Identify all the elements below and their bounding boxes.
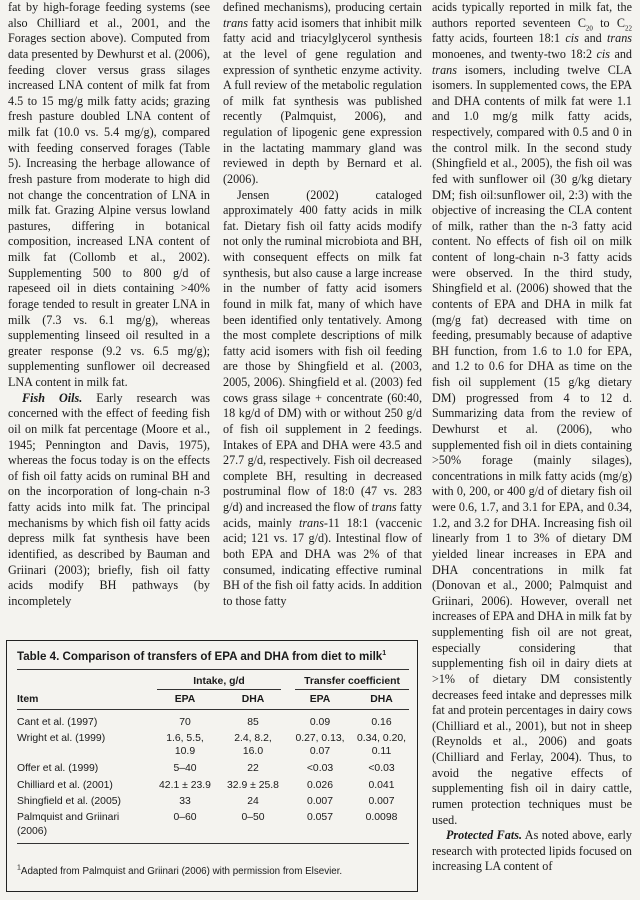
table-cell: 24	[247, 796, 259, 807]
table-cell: 32.9 ± 25.8	[227, 780, 279, 791]
table-cell: 0.057	[306, 812, 333, 823]
italic-term: trans	[371, 500, 397, 514]
table-bottom-rule	[17, 843, 409, 844]
paragraph	[432, 828, 632, 875]
paragraph-text: As noted above, early research with protected lipids focused on increasing LA content of	[432, 828, 632, 874]
table-cell: <0.03	[368, 763, 395, 774]
footnote-marker: 1	[17, 864, 21, 872]
section-run-in-heading: Protected Fats.	[446, 828, 522, 843]
text-column-right	[432, 0, 632, 875]
text-column-middle	[223, 0, 422, 609]
table-cell: (2006)	[17, 826, 48, 837]
table-4	[6, 640, 418, 892]
text-run: to C	[592, 15, 625, 30]
text-run: fatty acid isomers that inhibit milk fatty acid and triacylglycerol synthesis at the level of gene regulation and expression of synthetic enzyme activity. A full review of the metabolic regulation of milk fat synthesis was published recently (Palmquist, 2006), and regulation of lipogenic gene expression in the lactating mammary gland was reviewed in depth by Bernard et al. (2006).	[223, 15, 422, 186]
paragraph	[8, 391, 210, 610]
table-cell: 0.026	[306, 780, 333, 791]
text-run: acids typically reported in milk fat, the authors reported seventeen C	[432, 0, 632, 30]
table-cell: 22	[247, 763, 259, 774]
table-cell: 0.007	[306, 796, 333, 807]
group-header-intake: Intake, g/d	[193, 676, 245, 687]
table-cell: 0.09	[309, 717, 331, 728]
italic-term: trans	[298, 515, 324, 530]
column-header: EPA	[309, 694, 331, 705]
italic-term: trans	[432, 62, 457, 77]
section-run-in-heading: Fish Oils.	[22, 390, 83, 405]
table-cell: 0.16	[371, 717, 392, 728]
paragraph	[223, 0, 422, 188]
text-run: fatty acids, fourteen 18:1	[432, 31, 566, 46]
table-cell: <0.03	[306, 763, 334, 774]
table-cell: 0.007	[368, 796, 395, 807]
column-header: DHA	[241, 694, 265, 705]
table-cell: 0–60	[173, 812, 197, 823]
table-cell: 70	[179, 717, 191, 728]
table-cell: Wright et al. (1999)	[17, 733, 106, 744]
italic-term: trans	[607, 31, 632, 46]
table-cell: 0–50	[241, 812, 265, 823]
table-cell: 10.9	[174, 746, 196, 757]
table-cell: 0.27, 0.13,	[295, 733, 345, 744]
table-cell: 0.041	[368, 780, 395, 791]
table-cell: 5–40	[173, 763, 197, 774]
text-run: Jensen (2002) cataloged approximately 400 fatty acids in milk fat. Dietary fish oil fatty acids modify not only the ruminal microbiota and BH, with consequent effects on milk fat synthesis, but also cause a large increase in the number of fatty acid isomers found in milk fat, many of which have been identified only tentatively. Among the most complete descriptions of milk fatty acid isomers with fish oil feeding are those by Shingfield et al. (2003, 2005, 2006). Shingfield et al. (2003) fed cows grass silage + concentrate (60:40, 18 kg/d of DM) with or without 250 g/d of fish oil supplement in 2 feedings. Intakes of EPA and DHA were 43.5 and 27.7 g/d, respectively. Fish oil decreased complete BH, resulting in decreased postruminal flow of 18:0 (47 vs. 283 g/d) and increased the flow of	[223, 187, 422, 514]
text-run: fatty acids, mainly	[223, 500, 422, 530]
table-cell: 0.07	[309, 746, 331, 757]
group-rule-intake	[157, 689, 281, 690]
table-cell: 33	[179, 796, 191, 807]
column-header: DHA	[370, 694, 393, 705]
table-cell: 85	[247, 717, 259, 728]
text-run: defined mechanisms), producing certain	[223, 0, 422, 14]
table-cell: Offer et al. (1999)	[17, 763, 99, 774]
footnote-marker: 1	[382, 650, 387, 658]
text-run: monoenes, and twenty-two 18:2	[432, 46, 597, 61]
subscript: 22	[624, 24, 632, 33]
italic-term: cis	[565, 31, 579, 46]
italic-term: cis	[596, 46, 610, 61]
footnote-text: Adapted from Palmquist and Griinari (2006) with permission from Elsevier.	[20, 866, 343, 877]
text-run: and	[578, 31, 608, 46]
text-run: -11 18:1 (vaccenic acid; 121 vs. 17 g/d). Intestinal flow of both EPA and DHA was 2% of that consumed, indicating effective ruminal BH of the fish oil fatty acids. In addition to those fatty	[223, 515, 422, 608]
table-cell: Chilliard et al. (2001)	[17, 780, 113, 791]
table-title-text: Table 4. Comparison of transfers of EPA and DHA from diet to milk	[17, 650, 383, 663]
paragraph	[223, 188, 422, 610]
table-top-rule	[17, 669, 409, 670]
table-cell: 42.1 ± 23.9	[159, 780, 211, 791]
table-cell: 16.0	[242, 746, 264, 757]
text-run: and	[610, 46, 632, 61]
column-header: EPA	[174, 694, 196, 705]
table-cell: 0.34, 0.20,	[356, 733, 407, 744]
table-cell: Palmquist and Griinari	[17, 812, 120, 823]
table-cell: Cant et al. (1997)	[17, 717, 98, 728]
column-header: Item	[17, 694, 39, 705]
text-run: isomers, including twelve CLA isomers. In supplemented cows, the EPA and DHA contents of milk fat were 1.1 and 1.0 mg/g milk fatty acids, respectively, compared with 0.5 and 0 in the control milk. In the second study (Shingfield et al., 2005), the fish oil was fed with sunflower oil (30 g/kg dietary DM; fish oil:sunflower oil, 2:3) with the objective of increasing the CLA content of milk, rather than the n-3 fatty acid content. No effects of fish oil on milk content of long-chain n-3 fatty acids were observed. In the third study, Shingfield et al. (2006) showed that the contents of EPA and DHA in milk fat (mg/g fat) decreased with time on feeding, presumably because of adaptive BH function, from 1.6 to 1.0 for EPA, and 1.2 to 0.6 for DHA as time on the fish oil supplement (15 g/kg dietary DM) progressed from 4 to 12 d. Summarizing data from the review of Dewhurst et al. (2006), who supplemented fish oil in diets containing >50% forage (mainly silages), concentrations in milk fatty acids (mg/g) with 0, 200, or 400 g/d of dietary fish oil were 0.6, 1.7, and 3.1 for EPA, and 0.34, 1.2, and 3.2 for DHA. Increasing fish oil linearly from 1 to 3% of dietary DM yielded linear increases in EPA and DHA concentrations in milk fat (Donovan et al., 2000; Palmquist and Griinari, 2006). However, overall net increases of EPA and DHA in milk fat by supplementing fish oil are not great, especially considering that supplementing fish oil in dairy diets at >1% of dietary DM consistently decreases feed intake and depresses milk fat and protein percentages in dairy cows (Chilliard et al., 2001), but not in sheep (Reynolds et al., 2006) and goats (Chilliard and Ferlay, 2004). Thus, to avoid the negative effects of supplementing fish oil in dairy cattle, rumen protection techniques must be used.	[432, 62, 632, 827]
table-cell: 0.11	[371, 746, 392, 757]
subscript: 20	[585, 24, 593, 33]
paragraph	[432, 0, 632, 828]
group-rule-transfer	[295, 689, 409, 690]
table-cell: 1.6, 5.5,	[166, 733, 204, 744]
table-footnote	[17, 865, 409, 878]
paragraph: fat by high-forage feeding systems (see also Chilliard et al., 2001, and the Forages section above). Computed from data presented by Dewhurst et al. (2006), feeding clover versus grass silages increased LNA content of milk fat from 4.5 to 15 mg/g milk fatty acids; grazing fresh pasture doubled LNA content of milk fat (10.0 vs. 5.4 mg/g), compared with feeding conserved forages (Table 5). Increasing the herbage allowance of fresh pasture from moderate to high did not change the concentration of LNA in milk fat. Grazing Alpine versus lowland pastures, differing in botanical composition, increased LNA content of milk fat (Collomb et al., 2002). Supplementing 500 to 800 g/d of rapeseed oil in diets containing >40% forage tended to result in greater LNA in milk (7.3 vs. 6.1 mg/g), whereas supplementing linseed oil resulted in a greater response (9.2 vs. 6.5 mg/g); supplementing sunflower oil decreased LNA content in milk fat.	[8, 0, 210, 389]
text-column-left	[8, 0, 210, 609]
table-title	[17, 650, 412, 663]
table-cell: Shingfield et al. (2005)	[17, 796, 121, 807]
paragraph-text: Early research was concerned with the effect of feeding fish oil on milk fat percentage (Moore et al., 1945; Pennington and Davis, 1975), whereas the focus today is on the effects of fish oil fatty acids on ruminal BH and on the incorporation of long-chain n-3 fatty acids into milk fat. The principal mechanisms by which fish oil fatty acids depress milk fat synthesis have been identified, as described by Bauman and Griinari (2003); briefly, fish oil fatty acids modify BH pathways (by incompletely	[8, 390, 210, 608]
table-header-rule	[17, 709, 409, 710]
italic-term: trans	[223, 15, 248, 30]
group-header-transfer: Transfer coefficient	[304, 676, 400, 687]
table-cell: 0.0098	[365, 812, 398, 823]
table-cell: 2.4, 8.2,	[234, 733, 272, 744]
